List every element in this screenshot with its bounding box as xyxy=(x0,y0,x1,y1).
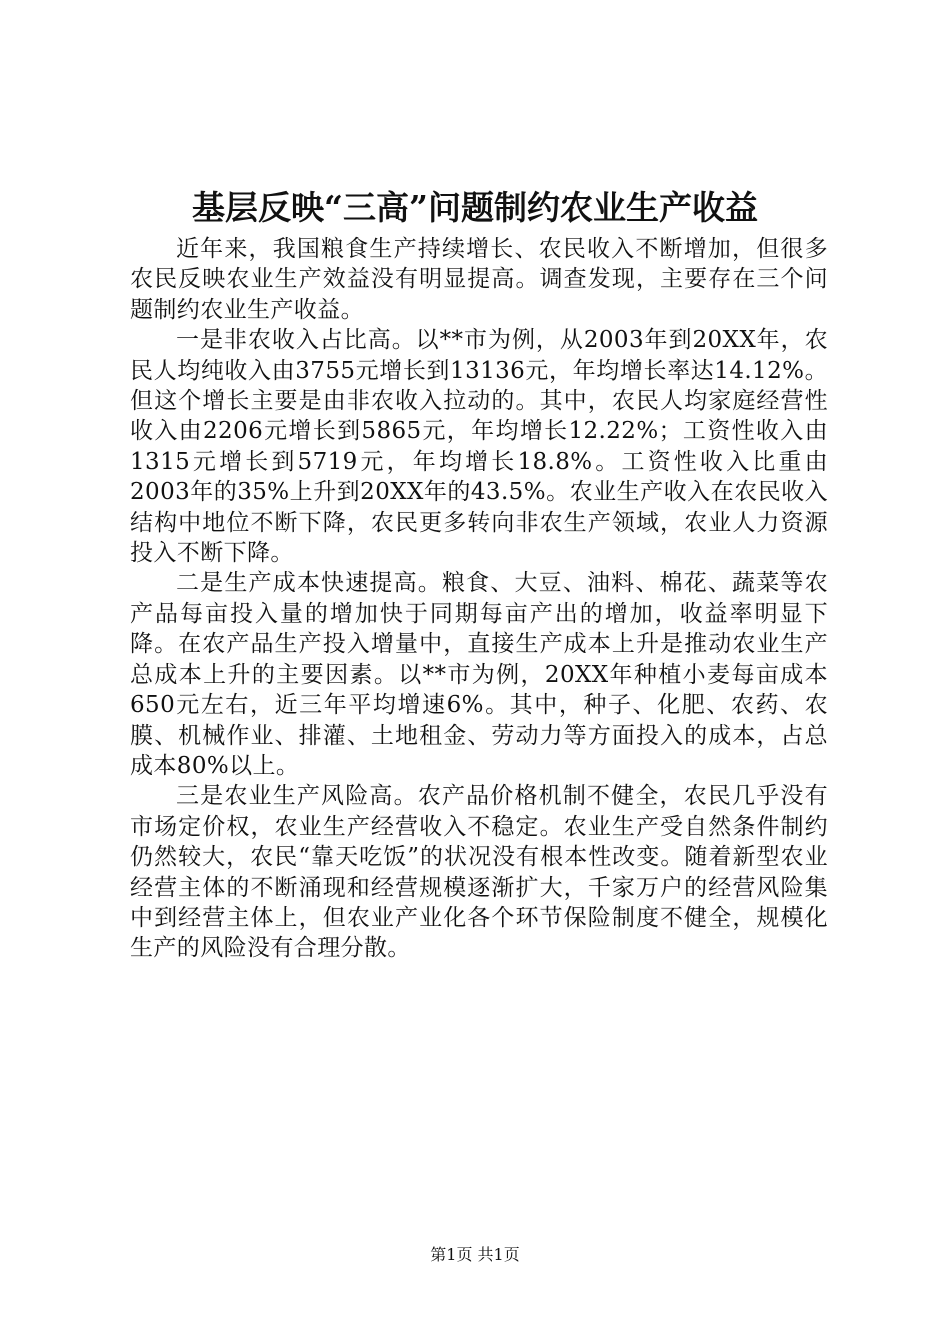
document-body xyxy=(130,234,828,964)
document-title: 基层反映“三高”问题制约农业生产收益 xyxy=(192,188,758,227)
paragraph-intro: 近年来，我国粮食生产持续增长、农民收入不断增加，但很多农民反映农业生产效益没有明显提高。调查发现，主要存在三个问题制约农业生产收益。 xyxy=(130,236,828,323)
page-footer: 第1页 共1页 xyxy=(430,1245,520,1264)
paragraph-production-risk: 三是农业生产风险高。农产品价格机制不健全，农民几乎没有市场定价权，农业生产经营收入不稳定。农业生产受自然条件制约仍然较大，农民“靠天吃饭”的状况没有根本性改变。随着新型农业经营主体的不断涌现和经营规模逐渐扩大，千家万户的经营风险集中到经营主体上，但农业产业化各个环节保险制度不健全，规模化生产的风险没有合理分散。 xyxy=(130,783,828,962)
paragraph-non-farm-income: 一是非农收入占比高。以**市为例，从2003年到20XX年，农民人均纯收入由3755元增长到13136元，年均增长率达14.12%。但这个增长主要是由非农收入拉动的。其中，农民人均家庭经营性收入由2206元增长到5865元，年均增长12.22%；工资性收入由1315元增长到5719元，年均增长18.8%。工资性收入比重由2003年的35%上升到20XX年的43.5%。农业生产收入在农民收入结构中地位不断下降，农民更多转向非农生产领域，农业人力资源投入不断下降。 xyxy=(130,327,828,567)
paragraph-production-cost: 二是生产成本快速提高。粮食、大豆、油料、棉花、蔬菜等农产品每亩投入量的增加快于同期每亩产出的增加，收益率明显下降。在农产品生产投入增量中，直接生产成本上升是推动农业生产总成本上升的主要因素。以**市为例，20XX年种植小麦每亩成本650元左右，近三年平均增速6%。其中，种子、化肥、农药、农膜、机械作业、排灌、土地租金、劳动力等方面投入的成本，占总成本80%以上。 xyxy=(130,570,828,779)
